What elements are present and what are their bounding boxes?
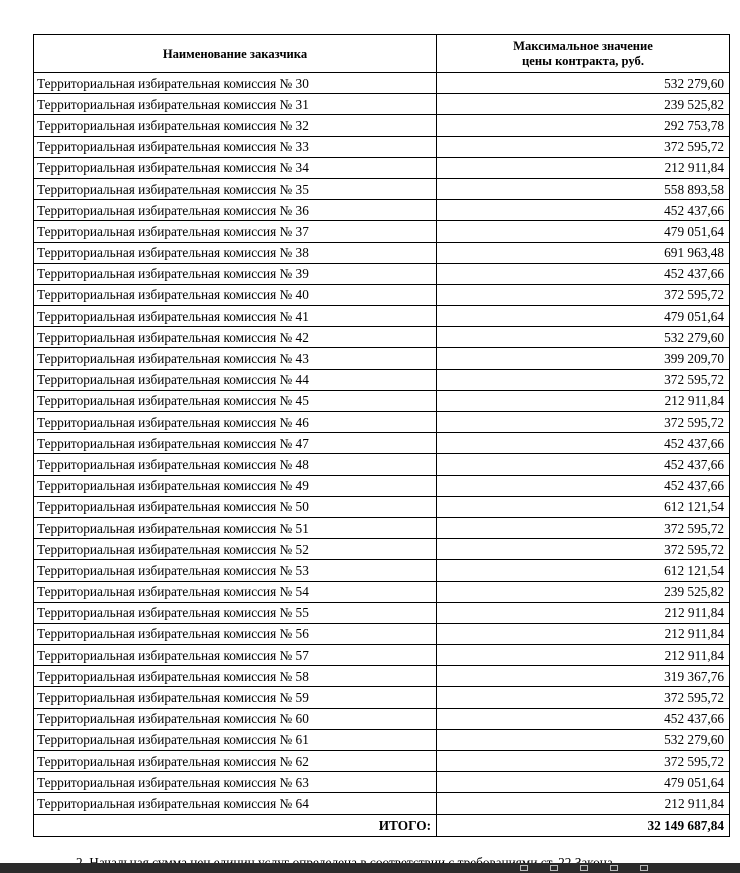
max-price-cell: 399 209,70: [437, 348, 730, 369]
max-price-cell: 212 911,84: [437, 157, 730, 178]
table-row: [34, 94, 730, 115]
max-price-cell: 452 437,66: [437, 263, 730, 284]
customer-name-cell: Территориальная избирательная комиссия № 43: [34, 348, 437, 369]
customer-name-cell: Территориальная избирательная комиссия № 42: [34, 327, 437, 348]
max-price-cell: 212 911,84: [437, 602, 730, 623]
table-row: [34, 729, 730, 750]
max-price-cell: 479 051,64: [437, 772, 730, 793]
table-row: [34, 178, 730, 199]
max-price-cell: 532 279,60: [437, 73, 730, 94]
max-price-cell: 372 595,72: [437, 687, 730, 708]
max-price-cell: 372 595,72: [437, 369, 730, 390]
customer-name-cell: Территориальная избирательная комиссия № 54: [34, 581, 437, 602]
table-row: [34, 793, 730, 814]
table-row: [34, 560, 730, 581]
table-row: [34, 687, 730, 708]
contract-price-table: [33, 34, 730, 837]
table-row: [34, 602, 730, 623]
window-icon[interactable]: [610, 865, 618, 871]
total-value: 32 149 687,84: [437, 814, 730, 836]
table-row: [34, 242, 730, 263]
customer-name-cell: Территориальная избирательная комиссия № 56: [34, 623, 437, 644]
customer-name-cell: Территориальная избирательная комиссия № 36: [34, 200, 437, 221]
max-price-cell: 239 525,82: [437, 94, 730, 115]
max-price-cell: 239 525,82: [437, 581, 730, 602]
customer-name-cell: Территориальная избирательная комиссия № 57: [34, 645, 437, 666]
max-price-cell: 452 437,66: [437, 433, 730, 454]
table-row: [34, 73, 730, 94]
max-price-cell: 319 367,76: [437, 666, 730, 687]
max-price-cell: 372 595,72: [437, 412, 730, 433]
customer-name-cell: Территориальная избирательная комиссия № 31: [34, 94, 437, 115]
header-max-price-line2: цены контракта, руб.: [522, 54, 644, 68]
max-price-cell: 212 911,84: [437, 793, 730, 814]
header-customer: Наименование заказчика: [34, 35, 437, 73]
customer-name-cell: Территориальная избирательная комиссия № 33: [34, 136, 437, 157]
table-row: [34, 517, 730, 538]
max-price-cell: 479 051,64: [437, 221, 730, 242]
table-row: [34, 136, 730, 157]
customer-name-cell: Территориальная избирательная комиссия № 34: [34, 157, 437, 178]
customer-name-cell: Территориальная избирательная комиссия № 63: [34, 772, 437, 793]
max-price-cell: 558 893,58: [437, 178, 730, 199]
max-price-cell: 372 595,72: [437, 539, 730, 560]
max-price-cell: 452 437,66: [437, 708, 730, 729]
window-icon[interactable]: [580, 865, 588, 871]
table-row: [34, 433, 730, 454]
taskbar: [0, 863, 740, 873]
table-row: [34, 666, 730, 687]
max-price-cell: 532 279,60: [437, 327, 730, 348]
table-row: [34, 115, 730, 136]
table-row: [34, 623, 730, 644]
table-header-row: [34, 35, 730, 73]
table-row: [34, 708, 730, 729]
max-price-cell: 372 595,72: [437, 284, 730, 305]
table-row: [34, 390, 730, 411]
table-row: [34, 496, 730, 517]
table-row: [34, 306, 730, 327]
table-row: [34, 157, 730, 178]
app-icon[interactable]: [520, 865, 528, 871]
customer-name-cell: Территориальная избирательная комиссия № 49: [34, 475, 437, 496]
customer-name-cell: Территориальная избирательная комиссия № 64: [34, 793, 437, 814]
table-row: [34, 475, 730, 496]
customer-name-cell: Территориальная избирательная комиссия № 55: [34, 602, 437, 623]
customer-name-cell: Территориальная избирательная комиссия № 60: [34, 708, 437, 729]
table-row: [34, 539, 730, 560]
table-row: [34, 645, 730, 666]
table-row: [34, 772, 730, 793]
customer-name-cell: Территориальная избирательная комиссия № 59: [34, 687, 437, 708]
customer-name-cell: Территориальная избирательная комиссия № 35: [34, 178, 437, 199]
table-row: [34, 221, 730, 242]
table-row: [34, 751, 730, 772]
table-row: [34, 284, 730, 305]
customer-name-cell: Территориальная избирательная комиссия № 48: [34, 454, 437, 475]
customer-name-cell: Территориальная избирательная комиссия № 40: [34, 284, 437, 305]
window-icon[interactable]: [640, 865, 648, 871]
table-row: [34, 454, 730, 475]
customer-name-cell: Территориальная избирательная комиссия № 38: [34, 242, 437, 263]
customer-name-cell: Территориальная избирательная комиссия № 45: [34, 390, 437, 411]
customer-name-cell: Территориальная избирательная комиссия № 62: [34, 751, 437, 772]
max-price-cell: 532 279,60: [437, 729, 730, 750]
customer-name-cell: Территориальная избирательная комиссия № 41: [34, 306, 437, 327]
total-row: [34, 814, 730, 836]
customer-name-cell: Территориальная избирательная комиссия № 47: [34, 433, 437, 454]
max-price-cell: 479 051,64: [437, 306, 730, 327]
table-row: [34, 412, 730, 433]
customer-name-cell: Территориальная избирательная комиссия № 32: [34, 115, 437, 136]
customer-name-cell: Территориальная избирательная комиссия № 52: [34, 539, 437, 560]
max-price-cell: 372 595,72: [437, 136, 730, 157]
max-price-cell: 691 963,48: [437, 242, 730, 263]
header-max-price-line1: Максимальное значение: [513, 39, 653, 53]
customer-name-cell: Территориальная избирательная комиссия № 39: [34, 263, 437, 284]
max-price-cell: 452 437,66: [437, 475, 730, 496]
table-row: [34, 263, 730, 284]
max-price-cell: 612 121,54: [437, 560, 730, 581]
table-row: [34, 327, 730, 348]
customer-name-cell: Территориальная избирательная комиссия № 51: [34, 517, 437, 538]
customer-name-cell: Территориальная избирательная комиссия № 44: [34, 369, 437, 390]
customer-name-cell: Территориальная избирательная комиссия № 46: [34, 412, 437, 433]
max-price-cell: 452 437,66: [437, 454, 730, 475]
customer-name-cell: Территориальная избирательная комиссия № 37: [34, 221, 437, 242]
max-price-cell: 612 121,54: [437, 496, 730, 517]
window-icon[interactable]: [550, 865, 558, 871]
table-row: [34, 581, 730, 602]
max-price-cell: 212 911,84: [437, 390, 730, 411]
customer-name-cell: Территориальная избирательная комиссия № 58: [34, 666, 437, 687]
max-price-cell: 372 595,72: [437, 517, 730, 538]
max-price-cell: 292 753,78: [437, 115, 730, 136]
max-price-cell: 212 911,84: [437, 645, 730, 666]
customer-name-cell: Территориальная избирательная комиссия № 53: [34, 560, 437, 581]
header-max-price: [437, 35, 730, 73]
total-label: ИТОГО:: [34, 814, 437, 836]
customer-name-cell: Территориальная избирательная комиссия № 30: [34, 73, 437, 94]
max-price-cell: 372 595,72: [437, 751, 730, 772]
table-row: [34, 200, 730, 221]
customer-name-cell: Территориальная избирательная комиссия № 50: [34, 496, 437, 517]
customer-name-cell: Территориальная избирательная комиссия № 61: [34, 729, 437, 750]
max-price-cell: 212 911,84: [437, 623, 730, 644]
table-row: [34, 348, 730, 369]
table-row: [34, 369, 730, 390]
max-price-cell: 452 437,66: [437, 200, 730, 221]
